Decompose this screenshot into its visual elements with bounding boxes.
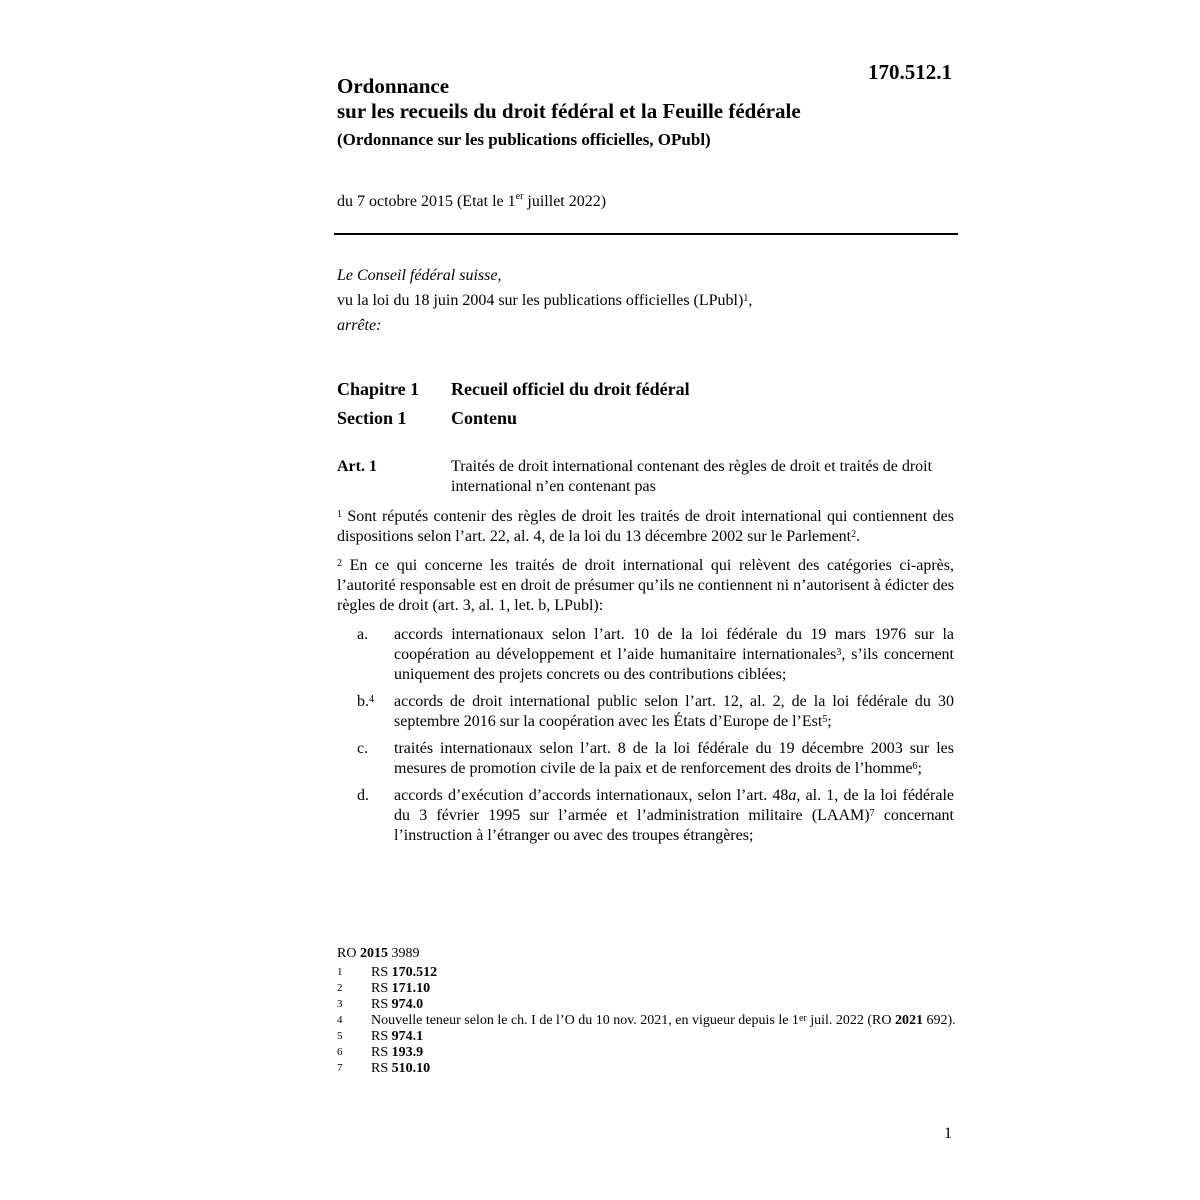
preamble-authority: Le Conseil fédéral suisse, <box>337 267 502 284</box>
article-heading <box>337 457 958 497</box>
list-item-text <box>394 786 954 846</box>
article-body <box>337 507 954 853</box>
fn-reference[interactable]: 974.0 <box>391 997 424 1012</box>
list-item-c <box>337 739 954 779</box>
paragraph-2 <box>337 556 954 616</box>
list-item-d <box>337 786 954 846</box>
item-text: accords internationaux selon l’art. 10 de la loi fédérale du 19 mars 1976 sur la coopération au développement et l’aide humanitaire internationales <box>394 626 954 663</box>
item-text: accords d’exécution d’accords internationaux, selon l’art. 48 <box>394 787 789 804</box>
list-item-b <box>337 692 954 732</box>
preamble-basis-end: , <box>748 292 753 309</box>
ro-reference <box>337 946 958 962</box>
footnote-text <box>371 1061 958 1077</box>
date-sup: er <box>515 191 524 202</box>
paragraph-1 <box>337 507 954 547</box>
article-title: Traités de droit international contenant des règles de droit et traités de droit international n’en contenant pas <box>451 458 933 495</box>
section-label: Section 1 <box>337 408 407 428</box>
paragraph-text: En ce qui concerne les traités de droit international qui relèvent des catégories ci-après, l’autorité responsable est en droit de présumer qu’ils ne contiennent ni n’autorisent à édicter des règles de droit (art. 3, al. 1, let. b, LPubl): <box>337 557 954 614</box>
fn-reference[interactable]: 170.512 <box>391 965 438 980</box>
item-end: ; <box>917 760 922 777</box>
fn-mid: juil. 2022 (RO <box>806 1013 895 1028</box>
section-heading <box>337 408 517 429</box>
subtitle: (Ordonnance sur les publications officielles, OPubl) <box>337 130 711 149</box>
preamble-basis-text: vu la loi du 18 juin 2004 sur les publications officielles (LPubl) <box>337 292 744 309</box>
list-marker: d. <box>357 787 369 804</box>
fn-prefix: Nouvelle teneur selon le ch. I de l’O du 10 nov. 2021, en vigueur depuis le 1 <box>371 1013 799 1028</box>
footnote-ref[interactable]: 6 <box>912 761 918 772</box>
footnote-text <box>371 981 958 997</box>
list-marker: a. <box>357 626 369 643</box>
footnote-ref[interactable]: 2 <box>851 529 857 540</box>
footnote-1 <box>337 965 958 981</box>
sr-number: 170.512.1 <box>868 60 952 84</box>
footnote-number: 6 <box>337 1046 343 1058</box>
footnote-ref[interactable]: 5 <box>822 714 828 725</box>
footnote-text <box>371 1013 958 1029</box>
fn-reference[interactable]: 193.9 <box>391 1045 424 1060</box>
footnote-text <box>371 965 958 981</box>
footnote-5 <box>337 1029 958 1045</box>
date-suffix: juillet 2022) <box>523 193 607 210</box>
fn-sup: er <box>798 1013 807 1024</box>
footnote-text <box>371 997 958 1013</box>
ro-year: 2015 <box>359 946 388 961</box>
footnote-number: 3 <box>337 998 343 1010</box>
preamble <box>337 263 958 338</box>
paragraph-end: . <box>856 528 861 545</box>
article-label: Art. 1 <box>337 458 377 475</box>
footnote-7 <box>337 1061 958 1077</box>
item-end: concernant l’instruction à l’étranger ou avec des troupes étrangères; <box>394 807 954 844</box>
footnote-text <box>371 1045 958 1061</box>
list-item-text <box>394 692 954 732</box>
list-item-a <box>337 625 954 685</box>
fn-reference[interactable]: 171.10 <box>391 981 431 996</box>
fn-prefix: RS <box>371 997 392 1012</box>
marker-text: b. <box>357 693 369 710</box>
fn-prefix: RS <box>371 1029 392 1044</box>
fn-prefix: RS <box>371 981 392 996</box>
item-end: ; <box>827 713 832 730</box>
preamble-decree: arrête: <box>337 317 382 334</box>
document-page <box>337 0 958 1200</box>
item-end: , s’ils concernent uniquement des projets concrets ou des contributions ciblées; <box>394 646 954 683</box>
fn-end: 692). <box>923 1013 956 1028</box>
footnote-4 <box>337 1013 958 1029</box>
ro-prefix: RO <box>337 946 360 961</box>
paragraph-number: 1 <box>337 509 342 520</box>
chapter-title: Recueil officiel du droit fédéral <box>451 379 690 399</box>
footnote-number: 5 <box>337 1030 343 1042</box>
footnotes <box>337 946 958 1077</box>
preamble-basis <box>337 288 958 313</box>
footnote-6 <box>337 1045 958 1061</box>
ro-page: 3989 <box>387 946 420 961</box>
item-italic: a <box>788 787 797 804</box>
list-marker: c. <box>357 740 369 757</box>
date-prefix: du 7 octobre 2015 (Etat le 1 <box>337 193 516 210</box>
footnote-ref[interactable]: 1 <box>743 293 749 304</box>
footnote-number: 7 <box>337 1062 343 1074</box>
horizontal-rule <box>334 233 958 235</box>
chapter-heading <box>337 379 690 400</box>
footnote-number: 2 <box>337 982 343 994</box>
footnote-text <box>371 1029 958 1045</box>
item-text: traités internationaux selon l’art. 8 de la loi fédérale du 19 décembre 2003 sur les mesures de promotion civile de la paix et de renforcement des droits de l’homme <box>394 740 954 777</box>
fn-prefix: RS <box>371 965 392 980</box>
page-number: 1 <box>944 1125 952 1142</box>
list-marker <box>337 692 394 732</box>
list-item-text <box>394 625 954 685</box>
fn-prefix: RS <box>371 1045 392 1060</box>
title-line-1: Ordonnance <box>337 74 450 98</box>
title-line-2: sur les recueils du droit fédéral et la Feuille fédérale <box>337 99 801 123</box>
footnote-number: 4 <box>337 1014 343 1026</box>
title-block <box>337 74 958 153</box>
item-text: accords de droit international public selon l’art. 12, al. 2, de la loi fédérale du 30 septembre 2016 sur la coopération avec les États d’Europe de l’Est <box>394 693 954 730</box>
item-text-cont: , al. 1, de la loi fédérale du 3 février 1995 sur l’armée et l’administration militaire (LAAM) <box>394 787 955 824</box>
fn-reference[interactable]: 2021 <box>895 1013 923 1028</box>
footnote-3 <box>337 997 958 1013</box>
fn-reference[interactable]: 974.1 <box>391 1029 424 1044</box>
fn-reference[interactable]: 510.10 <box>391 1061 431 1076</box>
list-item-text <box>394 739 954 779</box>
section-title: Contenu <box>451 408 518 428</box>
footnote-ref[interactable]: 7 <box>869 808 875 819</box>
footnote-ref[interactable]: 3 <box>836 647 842 658</box>
paragraph-text: Sont réputés contenir des règles de droit les traités de droit international qui contiennent des dispositions selon l’art. 22, al. 4, de la loi du 13 décembre 2002 sur le Parlement <box>337 508 954 545</box>
footnote-2 <box>337 981 958 997</box>
fn-prefix: RS <box>371 1061 392 1076</box>
footnote-number: 1 <box>337 966 343 978</box>
chapter-label: Chapitre 1 <box>337 379 420 399</box>
document-date <box>337 193 606 211</box>
paragraph-number: 2 <box>337 558 342 569</box>
footnote-ref[interactable]: 4 <box>369 694 374 705</box>
